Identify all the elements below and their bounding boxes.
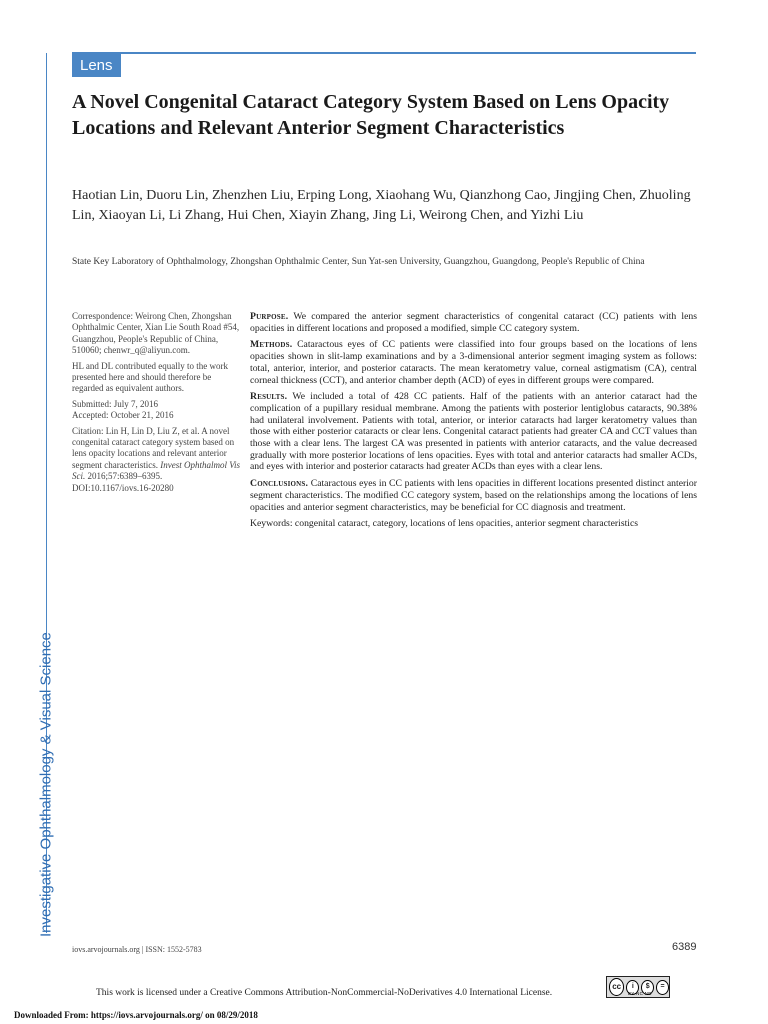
by-icon: i: [626, 980, 639, 995]
dates: [72, 399, 242, 422]
cc-license-codes: BY NC ND: [628, 991, 652, 996]
conclusions-text: Cataractous eyes in CC patients with lens opacities in different locations presented distinct anterior segment characteristics. The modified CC category system, based on the relationships among the locations of lens opacities and anterior segment characteristics, may be beneficial for CC diagnosis and treatment.: [250, 478, 697, 513]
abstract-results: [250, 391, 697, 473]
results-heading: Results.: [250, 391, 288, 403]
citation-journal: Invest Ophthalmol Vis Sci.: [72, 459, 241, 482]
methods-text: Cataractous eyes of CC patients were classified into four groups based on the locations of lens opacities shown in slit-lamp examinations and by a 3-dimensional anterior segment imaging system as follows: total, anterior, interior, and posterior cataracts. The mean keratometry value, corneal astigmatism (CA), central corneal thickness (CCT), and anterior chamber depth (ACD) of eyes in different groups were compared.: [250, 339, 698, 386]
abstract: [250, 311, 697, 535]
keywords: Keywords: congenital cataract, category, locations of lens opacities, anterior segment characteristics: [250, 518, 639, 530]
accepted-date: Accepted: October 21, 2016: [72, 410, 174, 421]
nc-icon: $: [641, 980, 654, 995]
header-rule: [72, 52, 696, 54]
nd-icon: =: [656, 980, 669, 995]
citation: [72, 426, 242, 494]
license-statement[interactable]: This work is licensed under a Creative Commons Attribution-NonCommercial-NoDerivatives 4.0 International License.: [96, 988, 553, 998]
citation-text: Citation: Lin H, Lin D, Liu Z, et al. A novel congenital cataract category system based on lens opacity locations and relevant anterior segment characteristics.: [72, 425, 235, 470]
submitted-date: Submitted: July 7, 2016: [72, 398, 159, 409]
article-info-column: [72, 311, 242, 498]
purpose-heading: Purpose.: [250, 311, 289, 322]
purpose-text: We compared the anterior segment characteristics of congenital cataract (CC) patients with lens opacities in different locations and proposed a modified, simple CC category system.: [250, 311, 697, 334]
affiliation: State Key Laboratory of Ophthalmology, Zhongshan Ophthalmic Center, Sun Yat-sen University, Guangzhou, Guangdong, People's Republic of China: [72, 257, 645, 267]
abstract-methods: [250, 339, 697, 386]
abstract-conclusions: [250, 478, 697, 513]
article-title: A Novel Congenital Cataract Category System Based on Lens Opacity Locations and Relevant Anterior Segment Characteristics: [72, 91, 670, 139]
page-number: 6389: [672, 941, 697, 953]
equal-contribution-note: HL and DL contributed equally to the work presented here and should therefore be regarded as equivalent authors.: [72, 360, 229, 394]
journal-side-title: Investigative Ophthalmology & Visual Science: [37, 632, 55, 937]
correspondence: Correspondence: Weirong Chen, Zhongshan Ophthalmic Center, Xian Lie South Road #54, Guangzhou, People's Republic of China, 510060; chenwr_q@aliyun.com.: [72, 311, 240, 356]
author-list: Haotian Lin, Duoru Lin, Zhenzhen Liu, Erping Long, Xiaohang Wu, Qianzhong Cao, Jingjing Chen, Zhuoling Lin, Xiaoyan Li, Li Zhang, Hui Chen, Xiayin Zhang, Jing Li, Weirong Chen, and Yizhi Liu: [72, 188, 691, 223]
abstract-purpose: [250, 311, 697, 334]
citation-doi[interactable]: 2016;57:6389–6395. DOI:10.1167/iovs.16-20280: [72, 471, 174, 493]
cc-icon: cc: [609, 978, 624, 996]
conclusions-heading: Conclusions.: [250, 478, 309, 490]
journal-footer[interactable]: iovs.arvojournals.org | ISSN: 1552-5783: [72, 945, 202, 954]
results-text: We included a total of 428 CC patients. Half of the patients with an anterior cataract had the complication of a pupillary residual membrane. Among the patients with posterior lentiglobus cataracts, 90.38% had unilateral involvement. Patients with total, anterior, or interior cataracts had larger keratometry values than those with either posterior cataracts or clear lens. Congenital cataract patients had greater CA and CCT values than those with a clear lens. The largest CA was presented in patients with anterior cataracts, and the value decreased gradually with more posterior locations of lens opacities. Eyes with total and anterior cataracts had smaller ACDs, and eyes with interior and posterior cataracts had greater ACDs than eyes with a clear lens.: [250, 391, 697, 473]
download-notice: Downloaded From: https://iovs.arvojournals.org/ on 08/29/2018: [14, 1010, 258, 1020]
section-tag[interactable]: Lens: [72, 54, 121, 77]
methods-heading: Methods.: [250, 339, 293, 351]
